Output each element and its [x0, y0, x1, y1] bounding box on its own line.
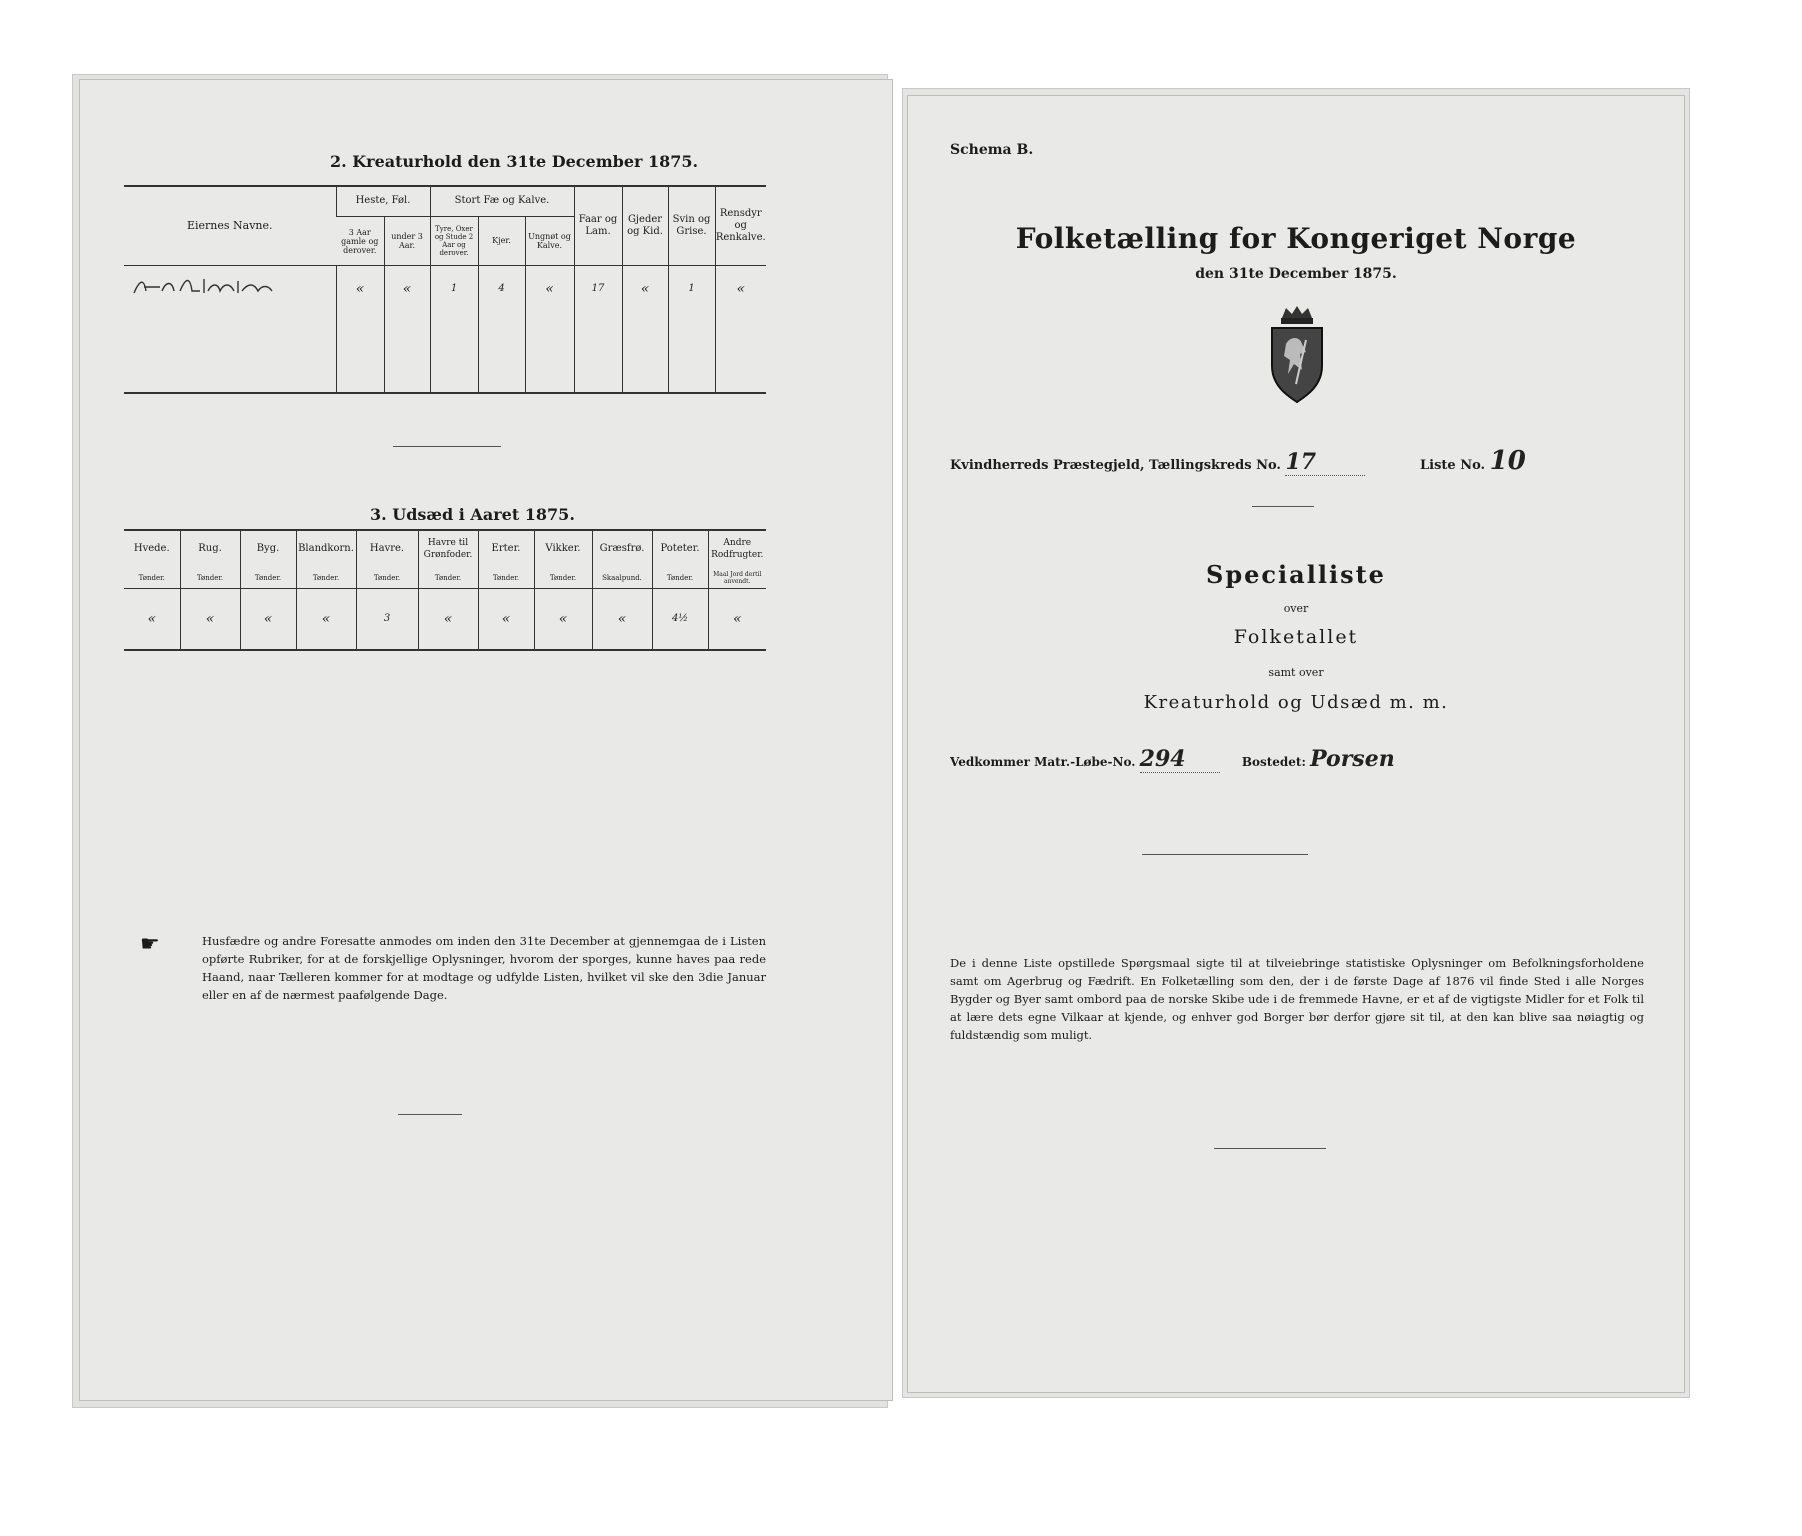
unit-label: Tønder.: [356, 567, 418, 589]
svin-header: Svin og Grise.: [668, 187, 715, 266]
name-header: Eiernes Navne.: [186, 219, 273, 233]
liste-label: Liste No.: [1420, 458, 1486, 473]
andre-rodfrugter-header: Andre Rodfrugter.: [708, 531, 766, 567]
folketallet-label: Folketallet: [1233, 626, 1359, 648]
unit-label: Tønder.: [296, 567, 356, 589]
schema-label: Schema B.: [950, 142, 1034, 158]
unit-label: Tønder.: [418, 567, 478, 589]
title-date: den 31te December 1875.: [1195, 266, 1397, 282]
havre-value: 3: [356, 589, 418, 649]
unit-label: Tønder.: [478, 567, 534, 589]
kreaturhold-table: Eiernes Navne. Heste, Føl. Stort Fæ og Kalve. Faar og Lam. Gjeder og Kid. Svin og Grise. Rensdyr og Renkalve. 3 Aar gamle og derover. under 3 Aar. Tyre, Oxer og Stude 2 Aar og derover. Kjer. Ungnøt og Kalve. « « 1 4 « 17 « 1 «: [124, 187, 766, 392]
bostedet-value: Porsen: [1310, 746, 1395, 772]
pointing-hand-icon: ☛: [140, 932, 160, 957]
heste-header: Heste, Føl.: [336, 187, 430, 216]
unit-label: Skaalpund.: [592, 567, 652, 589]
rug-header: Rug.: [180, 531, 240, 567]
unit-label: Tønder.: [240, 567, 296, 589]
udsaed-table: Hvede. Rug. Byg. Blandkorn. Havre. Havre til Grønfoder. Erter. Vikker. Græsfrø. Poteter. Andre Rodfrugter. Tønder. Tønder. Tønder. Tønder. Tønder. Tønder. Tønder. Tønder. Skaalpund. Tønder. Maal Jord dertil anvendt. « « « « 3 « « « « 4½ «: [124, 531, 766, 649]
gjeder-header: Gjeder og Kid.: [622, 187, 668, 266]
tyre-value: 1: [430, 266, 478, 311]
graesfro-header: Græsfrø.: [592, 531, 652, 567]
vikker-header: Vikker.: [534, 531, 592, 567]
liste-value: 10: [1489, 446, 1526, 476]
faar-header: Faar og Lam.: [574, 187, 622, 266]
matr-value: 294: [1140, 746, 1220, 773]
owner-name-handwritten: [124, 266, 336, 311]
unit-label: Maal Jord dertil anvendt.: [708, 567, 766, 589]
samt-over-label: samt over: [1268, 666, 1324, 679]
havre-header: Havre.: [356, 531, 418, 567]
udsaed-title: 3. Udsæd i Aaret 1875.: [370, 505, 575, 524]
stort-header: Stort Fæ og Kalve.: [430, 187, 574, 216]
tyre-sub: Tyre, Oxer og Stude 2 Aar og derover.: [430, 216, 478, 266]
specialliste-title: Specialliste: [1206, 560, 1386, 589]
kreds-value: 17: [1285, 449, 1365, 476]
kjer-value: 4: [478, 266, 525, 311]
main-title: Folketælling for Kongeriget Norge: [1015, 222, 1577, 255]
kjer-sub: Kjer.: [478, 216, 525, 266]
blandkorn-header: Blandkorn.: [296, 531, 356, 567]
unit-label: Tønder.: [534, 567, 592, 589]
kreaturhold-udsaed-label: Kreaturhold og Udsæd m. m.: [1143, 692, 1449, 713]
unit-label: Tønder.: [180, 567, 240, 589]
instruction-note: Husfædre og andre Foresatte anmodes om inden den 31te December at gjennemgaa de i Listen opførte Rubriker, for at de forskjellige Oplysninger, hvorom der sporges, kunne haves paa rede Haand, naar Tælleren kommer for at modtage og udfylde Listen, hvilket vil ske den 3die Januar eller en af de nærmest paafølgende Dage.: [202, 934, 766, 1002]
coat-of-arms-icon: [1266, 304, 1328, 408]
matr-line: [950, 746, 1450, 773]
left-page: [80, 80, 892, 1400]
havre-gronfoder-header: Havre til Grønfoder.: [418, 531, 478, 567]
erter-header: Erter.: [478, 531, 534, 567]
byg-header: Byg.: [240, 531, 296, 567]
right-page: [908, 96, 1684, 1392]
rensdyr-header: Rensdyr og Renkalve.: [715, 187, 766, 266]
kreaturhold-title: 2. Kreaturhold den 31te December 1875.: [330, 152, 699, 171]
hvede-header: Hvede.: [133, 543, 170, 555]
district-line: [950, 446, 1526, 476]
info-paragraph: De i denne Liste opstillede Spørgsmaal sigte til at tilveiebringe statistiske Oplysninger om Befolkningsforholdene samt om Agerbrug og Fædrift. En Folketælling som den, der i de første Dage af 1876 vil finde Sted i alle Norges Bygder og Byer samt ombord paa de norske Skibe ude i de fremmede Havne, er et af de vigtigste Midler for et Folk til at lære dets egne Vilkaar at kjende, og enhver god Borger bør derfor gjøre sit til, at den kan blive saa nøiagtig og fuldstændig som muligt.: [950, 956, 1644, 1042]
faar-value: 17: [574, 266, 622, 311]
heste-under-sub: under 3 Aar.: [384, 216, 430, 266]
unit-label: Tønder.: [652, 567, 708, 589]
poteter-value: 4½: [652, 589, 708, 649]
ungnot-sub: Ungnøt og Kalve.: [525, 216, 574, 266]
prestegjeld-label: Kvindherreds Præstegjeld,: [950, 458, 1145, 473]
bostedet-label: Bostedet:: [1241, 755, 1306, 769]
poteter-header: Poteter.: [652, 531, 708, 567]
heste-gamle-sub: 3 Aar gamle og derover.: [341, 227, 379, 255]
over-label: over: [1283, 602, 1309, 615]
svin-value: 1: [668, 266, 715, 311]
matr-label: Vedkommer Matr.-Løbe-No.: [950, 755, 1136, 769]
unit-label: Tønder.: [138, 573, 165, 582]
kreds-label: Tællingskreds No.: [1149, 458, 1281, 473]
